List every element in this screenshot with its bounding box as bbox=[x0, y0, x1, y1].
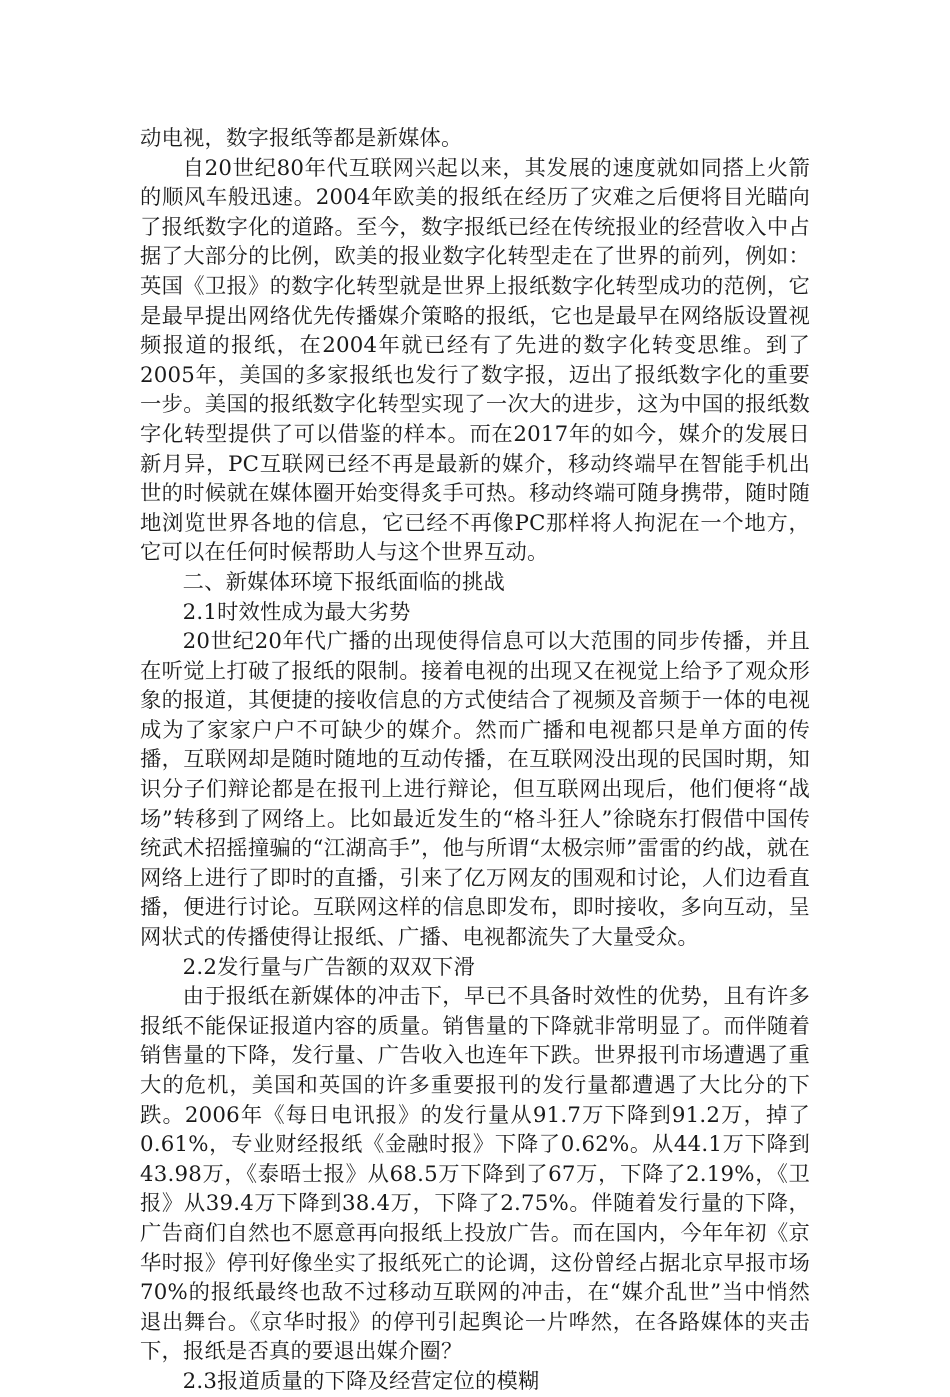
subsection-heading-2-2: 2.2发行量与广告额的双双下滑 bbox=[182, 954, 476, 980]
section-heading-challenges: 二、新媒体环境下报纸面临的挑战 bbox=[182, 569, 506, 595]
subsection-heading-2-3: 2.3报道质量的下降及经营定位的模糊 bbox=[182, 1368, 540, 1394]
subsection-heading-2-1: 2.1时效性成为最大劣势 bbox=[182, 599, 411, 625]
paragraph-internet-development: 自20世纪80年代互联网兴起以来，其发展的速度就如同搭上火箭的顺风车般迅速。2004年欧美的报纸在经历了灾难之后便将目光瞄向了报纸数字化的道路。至今，数字报纸已经在传统报业的经营收入中占据了大部分的比例，欧美的报业数字化转型走在了世界的前列，例如：英国《卫报》的数字化转型就是世界上报纸数字化转型成功的范例，它是最早提出网络优先传播媒介策略的报纸，它也是最早在网络版设置视频报道的报纸，在2004年就已经有了先进的数字化转变思维。到了2005年，美国的多家报纸也发行了数字报，迈出了报纸数字化的重要一步。美国的报纸数字化转型实现了一次大的进步，这为中国的报纸数字化转型提供了可以借鉴的样本。而在2017年的如今，媒介的发展日新月异，PC互联网已经不再是最新的媒介，移动终端早在智能手机出世的时候就在媒体圈开始变得炙手可热。移动终端可随身携带，随时随地浏览世界各地的信息，它已经不再像PC那样将人拘泥在一个地方，它可以在任何时候帮助人与这个世界互动。 bbox=[140, 155, 810, 566]
paragraph-circulation-decline: 由于报纸在新媒体的冲击下，早已不具备时效性的优势，且有许多报纸不能保证报道内容的质量。销售量的下降就非常明显了。而伴随着销售量的下降，发行量、广告收入也连年下跌。世界报刊市场遭遇了重大的危机，美国和英国的许多重要报刊的发行量都遭遇了大比分的下跌。2006年《每日电讯报》的发行量从91.7万下降到91.2万，掉了0.61%，专业财经报纸《金融时报》下降了0.62%。从44.1万下降到43.98万，《泰晤士报》从68.5万下降到了67万，下降了2.19%，《卫报》从39.4万下降到38.4万，下降了2.75%。伴随着发行量的下降，广告商们自然也不愿意再向报纸上投放广告。而在国内，今年年初《京华时报》停刊好像坐实了报纸死亡的论调，这份曾经占据北京早报市场70%的报纸最终也敌不过移动互联网的冲击，在“媒介乱世”当中悄然退出舞台。《京华时报》的停刊引起舆论一片哗然，在各路媒体的夹击下，报纸是否真的要退出媒介圈？ bbox=[140, 984, 810, 1365]
paragraph-timeliness: 20世纪20年代广播的出现使得信息可以大范围的同步传播，并且在听觉上打破了报纸的限制。接着电视的出现又在视觉上给予了观众形象的报道，其便捷的接收信息的方式使结合了视频及音频于一体的电视成为了家家户户不可缺少的媒介。然而广播和电视都只是单方面的传播，互联网却是随时随地的互动传播，在互联网没出现的民国时期，知识分子们辩论都是在报刊上进行辩论，但互联网出现后，他们便将“战场”转移到了网络上。比如最近发生的“格斗狂人”徐晓东打假借中国传统武术招摇撞骗的“江湖高手”，他与所谓“太极宗师”雷雷的约战，就在网络上进行了即时的直播，引来了亿万网友的围观和讨论，人们边看直播，便进行讨论。互联网这样的信息即发布，即时接收，多向互动，呈网状式的传播使得让报纸、广播、电视都流失了大量受众。 bbox=[140, 629, 810, 951]
document-page bbox=[140, 124, 810, 1397]
paragraph-intro-continuation: 动电视，数字报纸等都是新媒体。 bbox=[140, 126, 463, 151]
